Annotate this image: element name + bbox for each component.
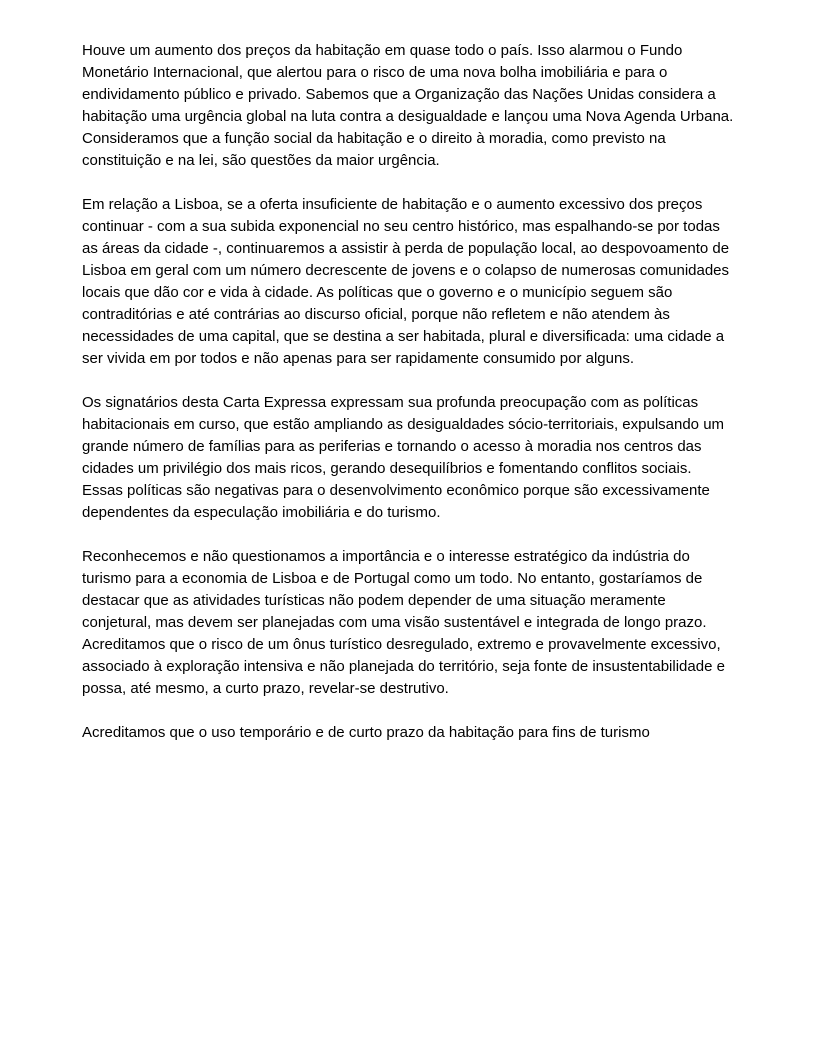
paragraph-temporary-use: Acreditamos que o uso temporário e de curto prazo da habitação para fins de turismo	[82, 724, 650, 741]
paragraph-signatories-concern: Os signatários desta Carta Expressa expressam sua profunda preocupação com as políticas habitacionais em curso, que estão ampliando as desigualdades sócio-territoriais, expulsando um grande número de famílias para as periferias e tornando o acesso à moradia nos centros das cidades um privilégio dos mais ricos, gerando desequilíbrios e fomentando conflitos sociais. Essas políticas são negativas para o desenvolvimento econômico porque são excessivamente dependentes da especulação imobiliária e do turismo.	[82, 394, 725, 521]
paragraph-lisbon-situation: Em relação a Lisboa, se a oferta insuficiente de habitação e o aumento excessivo dos preços continuar - com a sua subida exponencial no seu centro histórico, mas espalhando-se por todas as áreas da cidade -, continuaremos a assistir à perda de população local, ao despovoamento de Lisboa em geral com um número decrescente de jovens e o colapso de numerosas comunidades locais que dão cor e vida à cidade. As políticas que o governo e o município seguem são contraditórias e até contrárias ao discurso oficial, porque não refletem e não atendem às necessidades de uma capital, que se destina a ser habitada, plural e diversificada: uma cidade a ser vivida em por todos e não apenas para ser rapidamente consumido por alguns.	[82, 196, 730, 367]
paragraph-tourism-industry: Reconhecemos e não questionamos a importância e o interesse estratégico da indústria do turismo para a economia de Lisboa e de Portugal como um todo. No entanto, gostaríamos de destacar que as atividades turísticas não podem depender de uma situação meramente conjetural, mas devem ser planejadas com uma visão sustentável e integrada de longo prazo. Acreditamos que o risco de um ônus turístico desregulado, extremo e provavelmente excessivo, associado à exploração intensiva e não planejada do território, seja fonte de insustentabilidade e possa, até mesmo, a curto prazo, revelar-se destrutivo.	[82, 548, 725, 697]
paragraph-housing-price-increase: Houve um aumento dos preços da habitação em quase todo o país. Isso alarmou o Fundo Monetário Internacional, que alertou para o risco de uma nova bolha imobiliária e para o endividamento público e privado. Sabemos que a Organização das Nações Unidas considera a habitação uma urgência global na luta contra a desigualdade e lançou uma Nova Agenda Urbana. Consideramos que a função social da habitação e o direito à moradia, como previsto na constituição e na lei, são questões da maior urgência.	[82, 42, 734, 169]
